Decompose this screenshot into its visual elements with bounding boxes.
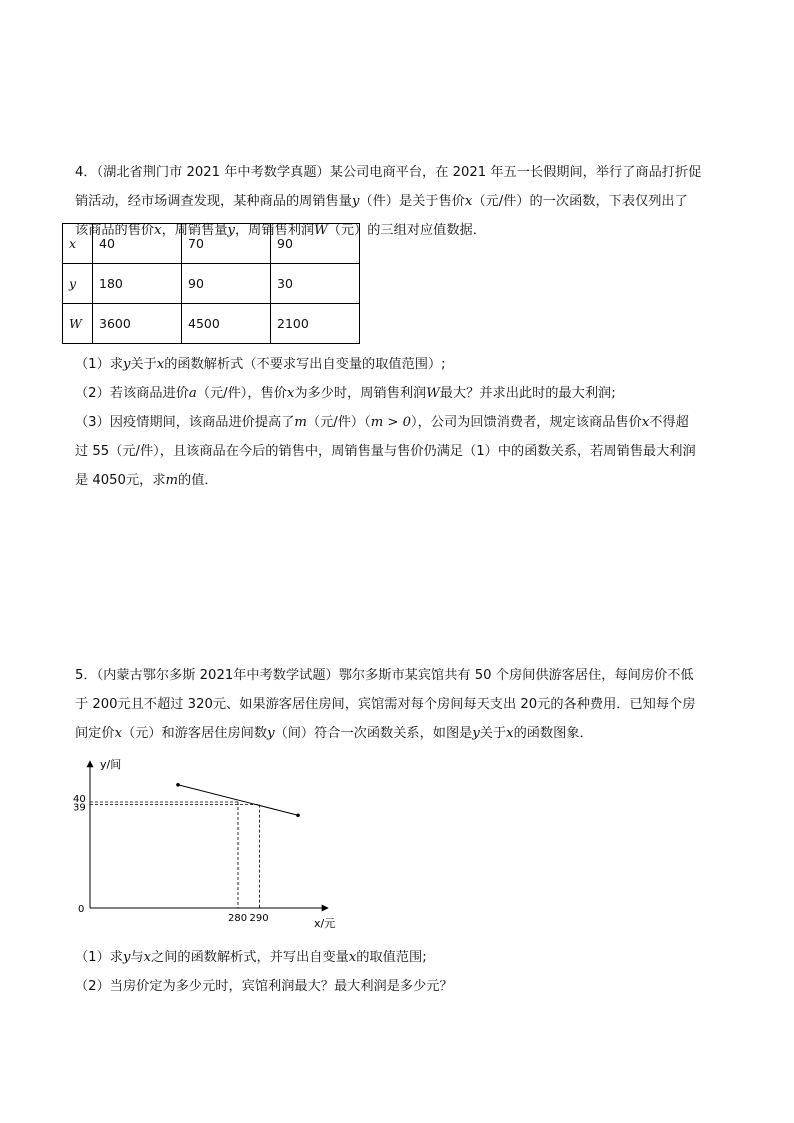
table-row <box>63 304 360 344</box>
text-segment: 关于 <box>130 357 157 372</box>
q5-intro-line <box>75 661 725 690</box>
text-segment: （元/件）（ <box>306 415 371 430</box>
q4-part-line <box>75 379 725 408</box>
q4-data-table <box>62 223 360 344</box>
math-variable: x <box>286 386 295 401</box>
text-segment: 的值． <box>178 473 218 488</box>
q5-intro-line <box>75 719 725 748</box>
text-segment: （1）求 <box>75 357 123 372</box>
math-variable: y <box>472 726 480 741</box>
origin-label: 0 <box>78 904 85 915</box>
table-cell: 40 <box>93 224 182 264</box>
text-segment: 最大？并求出此时的最大利润; <box>439 386 616 401</box>
math-variable: x <box>143 950 152 965</box>
text-segment: （元）和游客居住房间数 <box>122 726 268 741</box>
math-variable: m <box>294 415 307 430</box>
math-variable: m > 0 <box>370 415 412 430</box>
line-start-point <box>176 783 180 787</box>
q5-intro <box>75 661 725 748</box>
math-variable: W <box>426 386 440 401</box>
text-segment: 5．（内蒙古鄂尔多斯 2021年中考数学试题）鄂尔多斯市某宾馆共有 50 个房间供游客居住，每间房价不低 <box>75 668 694 683</box>
text-segment: 该商品的售价 <box>75 223 155 238</box>
x-tick-label: 290 <box>249 913 269 924</box>
math-variable: W <box>314 223 328 238</box>
text-segment: 过 55（元/件），且该商品在今后的销售中，周销售量与售价仍满足（1）中的函数关系，若周销售最大利润 <box>75 444 696 459</box>
text-segment: （3）因疫情期间，该商品进价提高了 <box>75 415 295 430</box>
table-cell: 90 <box>271 224 360 264</box>
text-segment: （元/件），售价 <box>196 386 287 401</box>
q5-parts <box>75 943 725 1001</box>
line-end-point <box>296 813 300 817</box>
table-row <box>63 224 360 264</box>
text-segment: 于 200元且不超过 320元、如果游客居住房间，宾馆需对每个房间每天支出 20元的各种费用．已知每个房 <box>75 697 696 712</box>
math-variable: y <box>267 726 275 741</box>
text-segment: 是 4050元，求 <box>75 473 166 488</box>
text-segment: 间定价 <box>75 726 115 741</box>
text-segment: （元/件）的一次函数，下表仅列出了 <box>472 194 688 209</box>
text-segment: （2）当房价定为多少元时，宾馆利润最大？最大利润是多少元？ <box>75 979 453 994</box>
text-segment: 不得超 <box>649 415 689 430</box>
q4-intro-line <box>75 158 725 187</box>
y-tick-label: 40 <box>73 794 86 805</box>
text-segment: 的函数图象． <box>513 726 593 741</box>
table-row-header: y <box>63 264 93 304</box>
math-variable: y <box>227 223 235 238</box>
text-segment: 为多少时，周销售利润 <box>294 386 427 401</box>
function-line <box>178 785 298 815</box>
math-variable: x <box>506 726 514 741</box>
text-segment: ，周销售利润 <box>234 223 315 238</box>
math-variable: x <box>464 194 473 209</box>
y-tick-label: 39 <box>73 802 86 814</box>
table-cell: 70 <box>182 224 271 264</box>
math-variable: x <box>154 223 162 238</box>
table-cell: 3600 <box>93 304 182 344</box>
q4-part-line <box>75 466 725 495</box>
text-segment: 的取值范围; <box>356 950 427 965</box>
math-variable: x <box>114 726 122 741</box>
q5-function-graph <box>60 755 350 935</box>
math-variable: a <box>188 386 197 401</box>
q5-intro-line <box>75 690 725 719</box>
text-segment: 4．（湖北省荆门市 2021 年中考数学真题）某公司电商平台，在 2021 年五一长假期间，举行了商品打折促 <box>75 165 702 180</box>
text-segment: （元）的三组对应值数据． <box>327 223 486 238</box>
math-variable: x <box>156 357 165 372</box>
text-segment: 的函数解析式（不要求写出自变量的取值范围）; <box>164 357 446 372</box>
y-axis-label: y/间 <box>100 758 122 771</box>
table-row-header: x <box>63 224 93 264</box>
text-segment: 销活动，经市场调查发现，某种商品的周销售量 <box>75 194 352 209</box>
x-tick-label: 280 <box>228 913 248 924</box>
table-cell: 90 <box>182 264 271 304</box>
x-axis-label: x/元 <box>314 917 336 930</box>
q4-intro-line <box>75 187 725 216</box>
table-row-header: W <box>63 304 93 344</box>
table-cell: 180 <box>93 264 182 304</box>
q5-part-line <box>75 943 725 972</box>
q4-part-line <box>75 437 725 466</box>
text-segment: （件）是关于售价 <box>359 194 465 209</box>
q4-parts <box>75 350 725 495</box>
math-variable: x <box>641 415 650 430</box>
q5-part-line <box>75 972 725 1001</box>
q4-part-line <box>75 350 725 379</box>
text-segment: ，周销售量 <box>161 223 228 238</box>
table-cell: 30 <box>271 264 360 304</box>
text-segment: 之间的函数解析式，并写出自变量 <box>151 950 349 965</box>
math-variable: x <box>348 950 357 965</box>
table-row <box>63 264 360 304</box>
math-variable: m <box>165 473 179 488</box>
text-segment: （2）若该商品进价 <box>75 386 189 401</box>
table-cell: 2100 <box>271 304 360 344</box>
math-variable: y <box>122 357 131 372</box>
text-segment: （1）求 <box>75 950 123 965</box>
text-segment: 关于 <box>479 726 507 741</box>
text-segment: 与 <box>130 950 144 965</box>
text-segment: ），公司为回馈消费者，规定该商品售价 <box>411 415 642 430</box>
q4-part-line <box>75 408 725 437</box>
math-variable: y <box>351 194 360 209</box>
table-cell: 4500 <box>182 304 271 344</box>
text-segment: （间）符合一次函数关系，如图是 <box>274 726 473 741</box>
math-variable: y <box>122 950 131 965</box>
